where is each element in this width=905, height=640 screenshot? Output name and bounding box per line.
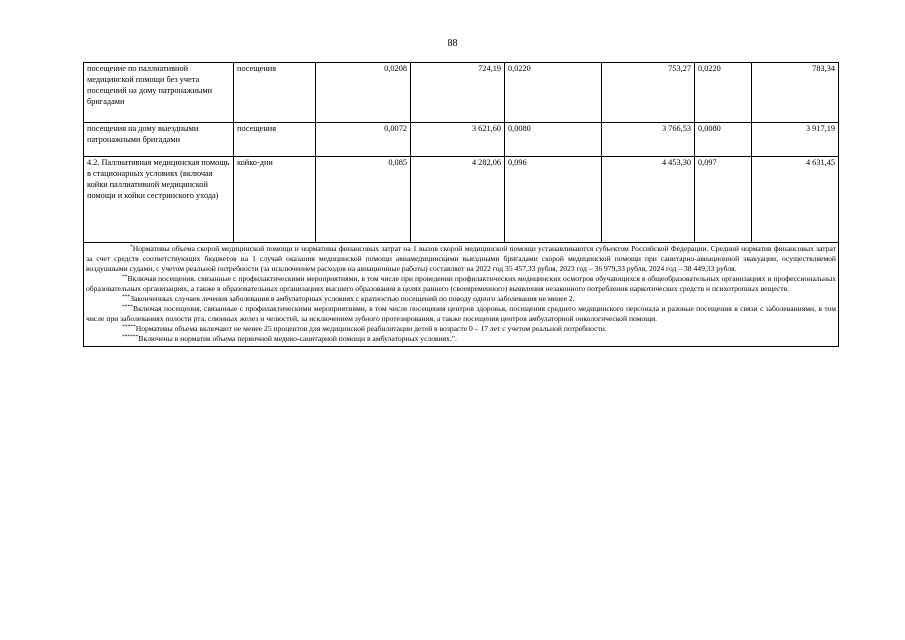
row-name-cell: посещение по паллиативной медицинской помощи без учета посещений на дому патронажными бригадами [84,63,234,123]
footnote-text: Нормативы объема включают не менее 25 процентов для медицинской реабилитации детей в возрасте 0 – 17 лет с учетом реальной потребности. [135,324,607,333]
footnote [86,294,836,304]
volume-2024-cell: 0,0080 [695,123,752,157]
footnote-mark: ** [122,274,128,280]
footnote-text: Законченных случаев лечения заболевания в амбулаторных условиях с кратностью посещений по поводу одного заболевания не менее 2. [130,294,575,303]
volume-2024-cell: 0,0220 [695,63,752,123]
footnote-text: Нормативы объема скорой медицинской помощи и нормативы финансовых затрат на 1 вызов скорой медицинской помощи устанавливаются субъектом Российской Федерации. Средний норматив финансовых затрат за счет средств соответствующих бюджетов на 1 случай оказания медицинской помощи авиамедицинскими выездными бригадами скорой медицинской помощи при санитарно-авиационной эвакуации, осуществляемой воздушными судами, с учетом реальной потребности (за исключением расходов на авиационные работы) составляет на 2022 год 35 457,33 рубля, 2023 год – 36 979,33 рубля, 2024 год – 38 449,33 рубля. [86,244,836,273]
page-number: 88 [447,38,458,49]
footnotes-cell [84,243,839,347]
cost-2022-cell: 3 621,60 [411,123,505,157]
unit-cell: посещения [234,123,316,157]
row-name-cell: 4.2. Паллиативная медицинская помощь в стационарных условиях (включая койки паллиативной медицинской помощи и койки сестринского ухода) [84,157,234,243]
unit-cell: посещения [234,63,316,123]
footnote [86,324,836,334]
standards-table [83,62,839,347]
cost-2024-cell: 783,34 [752,63,839,123]
footnote [86,274,836,294]
cost-2022-cell: 4 282,06 [411,157,505,243]
footnote-mark: * [130,244,133,250]
volume-2023-cell: 0,096 [505,157,602,243]
footnote-mark: *** [122,294,131,300]
footnote [86,244,836,274]
table-row [84,123,839,157]
cost-2023-cell: 3 766,53 [602,123,695,157]
footnote-mark: ****** [122,334,139,340]
row-name-cell: посещения на дому выездными патронажными бригадами [84,123,234,157]
volume-2023-cell: 0,0220 [505,63,602,123]
cost-2024-cell: 4 631,45 [752,157,839,243]
footnote-mark: **** [122,304,133,310]
table-row [84,157,839,243]
volume-2022-cell: 0,0208 [316,63,411,123]
unit-cell: койко-дни [234,157,316,243]
cost-2022-cell: 724,19 [411,63,505,123]
cost-2023-cell: 753,27 [602,63,695,123]
footnotes-row [84,243,839,347]
volume-2022-cell: 0,0072 [316,123,411,157]
footnote [86,304,836,324]
table-row [84,63,839,123]
volume-2023-cell: 0,0080 [505,123,602,157]
volume-2024-cell: 0,097 [695,157,752,243]
volume-2022-cell: 0,085 [316,157,411,243]
cost-2024-cell: 3 917,19 [752,123,839,157]
footnote-text: Включая посещения, связанные с профилактическими мероприятиями, в том числе при проведении профилактических медицинских осмотров обучающихся в общеобразовательных организациях и профессиональных образовательных организациях, а также в образовательных организациях высшего образования в целях раннего (своевременного) выявления незаконного потребления наркотических средств и психотропных веществ. [86,274,836,293]
footnote-text: Включены в норматив объема первичной медико-санитарной помощи в амбулаторных условиях.". [138,334,457,343]
footnote [86,334,836,344]
footnote-text: Включая посещения, связанные с профилактическими мероприятиями, в том числе посещения центров здоровья, посещения среднего медицинского персонала и разовые посещения в связи с заболеваниями, в том числе при заболеваниях полости рта, слюнных желез и челюстей, за исключением зубного протезирования, а также посещения центров амбулаторной онкологической помощи. [86,304,836,323]
footnote-mark: ***** [122,324,136,330]
cost-2023-cell: 4 453,30 [602,157,695,243]
